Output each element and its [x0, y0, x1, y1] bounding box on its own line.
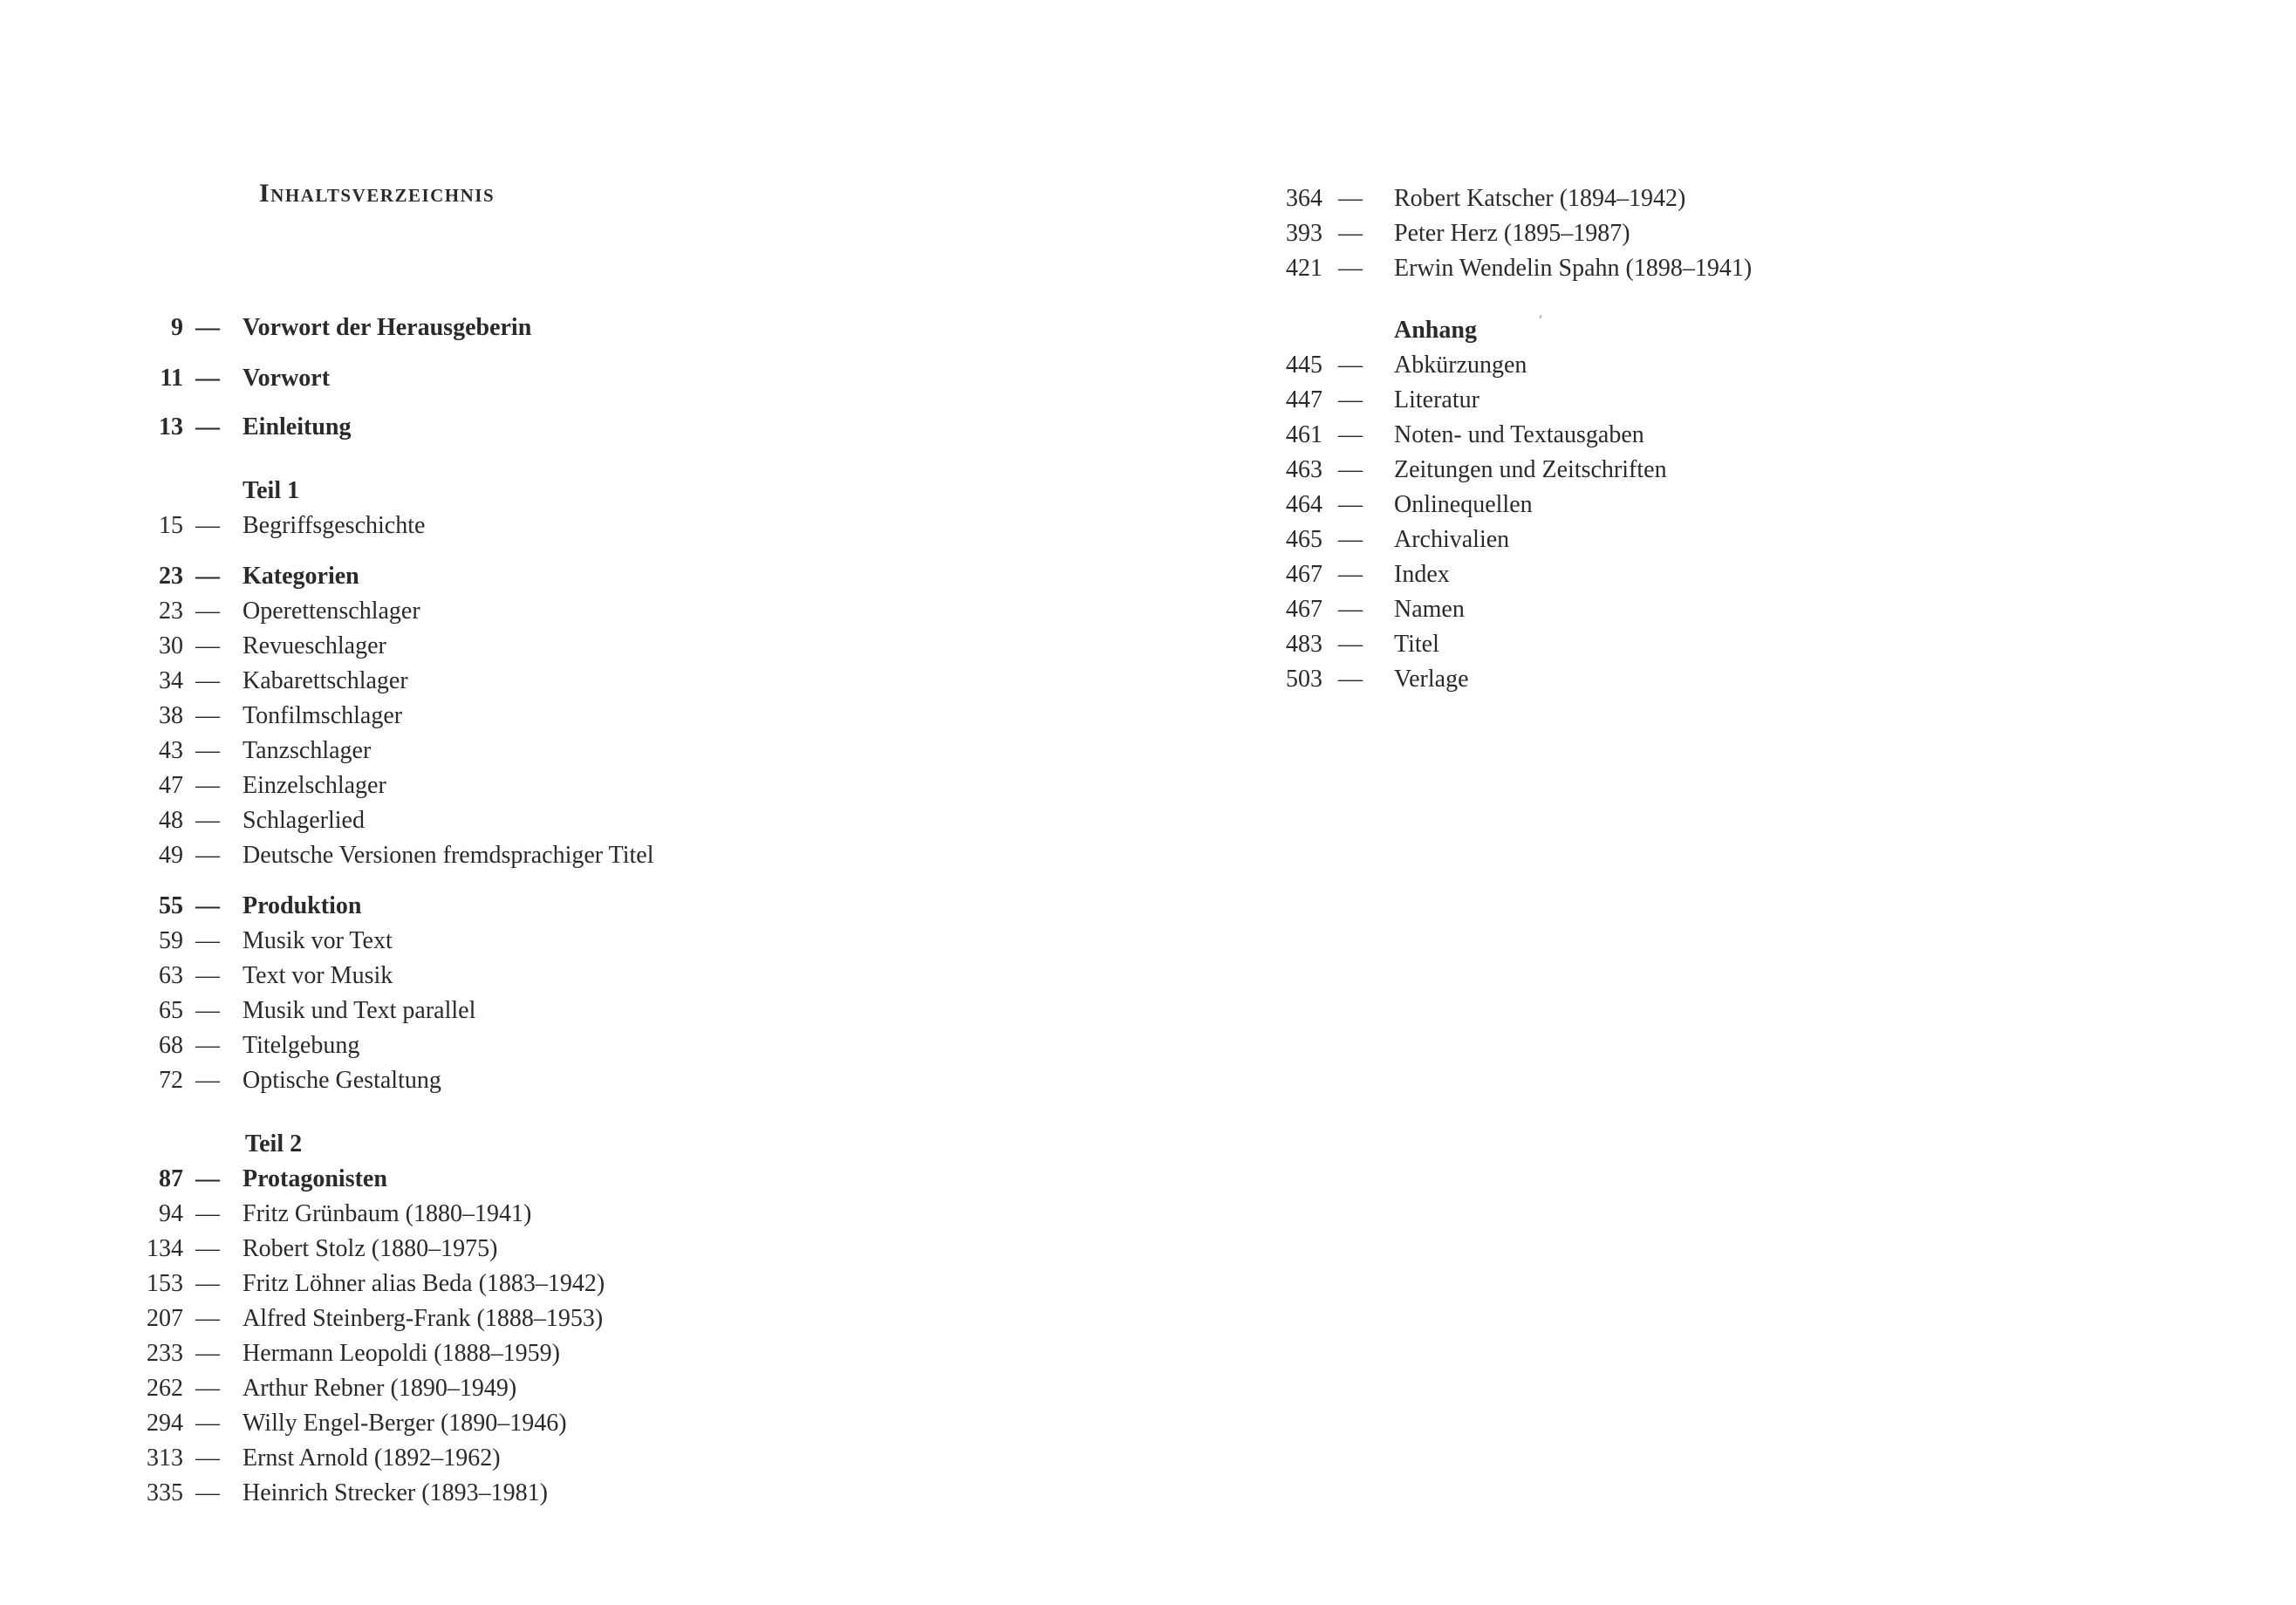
dash: —: [1338, 255, 1363, 282]
dash: —: [195, 962, 220, 989]
page-number: 48: [159, 807, 183, 834]
entry-title: Heinrich Strecker (1893–1981): [243, 1479, 548, 1506]
dash: —: [195, 667, 220, 694]
dash: —: [195, 1032, 220, 1059]
page-number: 463: [1286, 456, 1322, 483]
scan-speck: [1539, 315, 1542, 318]
page-number: 34: [159, 667, 183, 694]
page-number: 11: [160, 365, 183, 392]
entry-title: Onlinequellen: [1394, 491, 1533, 518]
page-number: 134: [147, 1235, 183, 1262]
page-number: 43: [159, 737, 183, 764]
page-number: 68: [159, 1032, 183, 1059]
page-number: 23: [159, 598, 183, 625]
entry-title: Verlage: [1394, 666, 1469, 693]
page-number: 503: [1286, 666, 1322, 693]
part-label: Teil 2: [245, 1130, 303, 1158]
dash: —: [195, 807, 220, 834]
dash: —: [195, 1165, 220, 1192]
dash: —: [195, 1340, 220, 1367]
dash: —: [1338, 185, 1363, 212]
dash: —: [1338, 596, 1363, 623]
page-number: 59: [159, 927, 183, 954]
dash: —: [195, 598, 220, 625]
entry-title: Begriffsgeschichte: [243, 512, 426, 539]
dash: —: [195, 1305, 220, 1332]
entry-title: Robert Stolz (1880–1975): [243, 1235, 498, 1262]
page-number: 364: [1286, 185, 1322, 212]
dash: —: [1338, 491, 1363, 518]
page-number: 313: [147, 1444, 183, 1472]
entry-title: Titel: [1394, 631, 1439, 658]
entry-title: Titelgebung: [243, 1032, 360, 1059]
entry-title: Arthur Rebner (1890–1949): [243, 1375, 517, 1402]
entry-title: Erwin Wendelin Spahn (1898–1941): [1394, 255, 1753, 282]
entry-title: Kabarettschlager: [243, 667, 408, 694]
page-number: 421: [1286, 255, 1322, 282]
dash: —: [1338, 220, 1363, 247]
page-number: 233: [147, 1340, 183, 1367]
dash: —: [195, 1235, 220, 1262]
page-number: 30: [159, 632, 183, 659]
entry-title: Hermann Leopoldi (1888–1959): [243, 1340, 560, 1367]
entry-title: Fritz Löhner alias Beda (1883–1942): [243, 1270, 605, 1297]
entry-title: Index: [1394, 561, 1450, 588]
entry-title: Vorwort der Herausgeberin: [243, 314, 532, 341]
entry-title: Zeitungen und Zeitschriften: [1394, 456, 1667, 483]
dash: —: [195, 997, 220, 1024]
entry-title: Einleitung: [243, 413, 352, 441]
page-number: 87: [159, 1165, 183, 1192]
dash: —: [1338, 456, 1363, 483]
entry-title: Literatur: [1394, 386, 1479, 413]
dash: —: [195, 314, 220, 341]
dash: —: [195, 413, 220, 441]
page-number: 393: [1286, 220, 1322, 247]
dash: —: [195, 737, 220, 764]
page-number: 38: [159, 702, 183, 729]
entry-title: Alfred Steinberg-Frank (1888–1953): [243, 1305, 604, 1332]
dash: —: [195, 892, 220, 919]
entry-title: Vorwort: [243, 365, 331, 392]
dash: —: [195, 1067, 220, 1094]
page-number: 47: [159, 772, 183, 799]
page-number: 207: [147, 1305, 183, 1332]
dash: —: [195, 563, 220, 590]
page-number: 445: [1286, 352, 1322, 379]
page-number: 94: [159, 1200, 183, 1227]
page-number: 467: [1286, 561, 1322, 588]
entry-title: Musik vor Text: [243, 927, 393, 954]
dash: —: [1338, 421, 1363, 448]
entry-title: Fritz Grünbaum (1880–1941): [243, 1200, 532, 1227]
page-number: 294: [147, 1410, 183, 1437]
part-label: Anhang: [1394, 317, 1477, 344]
page-number: 63: [159, 962, 183, 989]
page-number: 467: [1286, 596, 1322, 623]
dash: —: [195, 1270, 220, 1297]
entry-title: Musik und Text parallel: [243, 997, 476, 1024]
dash: —: [195, 702, 220, 729]
page-number: 447: [1286, 386, 1322, 413]
entry-title: Peter Herz (1895–1987): [1394, 220, 1630, 247]
page-number: 15: [159, 512, 183, 539]
chapter-title: Produktion: [243, 892, 362, 919]
page-title: Inhaltsverzeichnis: [259, 179, 495, 208]
page-number: 9: [171, 314, 183, 341]
entry-title: Ernst Arnold (1892–1962): [243, 1444, 501, 1472]
entry-title: Noten- und Textausgaben: [1394, 421, 1644, 448]
page-number: 461: [1286, 421, 1322, 448]
dash: —: [1338, 386, 1363, 413]
page-number: 23: [159, 563, 183, 590]
dash: —: [1338, 561, 1363, 588]
entry-title: Deutsche Versionen fremdsprachiger Titel: [243, 842, 654, 869]
dash: —: [195, 1375, 220, 1402]
dash: —: [195, 1200, 220, 1227]
page-number: 65: [159, 997, 183, 1024]
dash: —: [1338, 631, 1363, 658]
entry-title: Robert Katscher (1894–1942): [1394, 185, 1686, 212]
entry-title: Optische Gestaltung: [243, 1067, 441, 1094]
page-number: 262: [147, 1375, 183, 1402]
entry-title: Abkürzungen: [1394, 352, 1527, 379]
page-number: 465: [1286, 526, 1322, 553]
chapter-title: Protagonisten: [243, 1165, 387, 1192]
dash: —: [195, 512, 220, 539]
page-number: 72: [159, 1067, 183, 1094]
entry-title: Schlagerlied: [243, 807, 365, 834]
dash: —: [1338, 352, 1363, 379]
page-number: 49: [159, 842, 183, 869]
dash: —: [1338, 526, 1363, 553]
dash: —: [195, 1444, 220, 1472]
dash: —: [195, 927, 220, 954]
page-number: 483: [1286, 631, 1322, 658]
dash: —: [195, 365, 220, 392]
part-label: Teil 1: [243, 477, 300, 504]
entry-title: Tanzschlager: [243, 737, 372, 764]
dash: —: [195, 1479, 220, 1506]
entry-title: Revueschlager: [243, 632, 386, 659]
page-number: 153: [147, 1270, 183, 1297]
page-number: 55: [159, 892, 183, 919]
entry-title: Willy Engel-Berger (1890–1946): [243, 1410, 567, 1437]
entry-title: Einzelschlager: [243, 772, 386, 799]
dash: —: [195, 772, 220, 799]
dash: —: [195, 842, 220, 869]
dash: —: [195, 1410, 220, 1437]
dash: —: [1338, 666, 1363, 693]
dash: —: [195, 632, 220, 659]
entry-title: Archivalien: [1394, 526, 1510, 553]
page-number: 335: [147, 1479, 183, 1506]
entry-title: Tonfilmschlager: [243, 702, 403, 729]
page-number: 13: [159, 413, 183, 441]
entry-title: Text vor Musik: [243, 962, 393, 989]
entry-title: Operettenschlager: [243, 598, 420, 625]
page-number: 464: [1286, 491, 1322, 518]
entry-title: Namen: [1394, 596, 1465, 623]
chapter-title: Kategorien: [243, 563, 359, 590]
